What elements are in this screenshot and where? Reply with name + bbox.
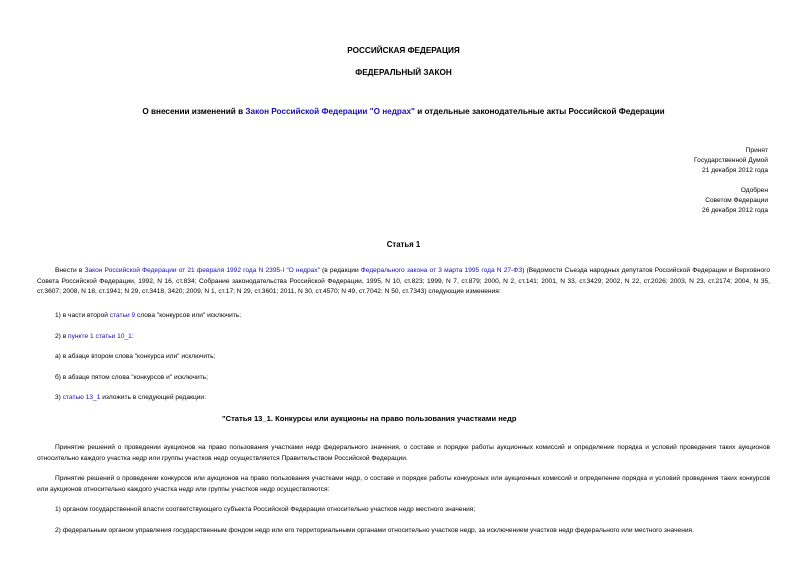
item-3-suffix: изложить в следующей редакции: [100,394,206,401]
adoption-line-1: Принят [745,147,768,154]
item-3 [55,393,206,403]
item-1 [55,311,241,321]
intro-law-link[interactable]: Закон Российской Федерации от 21 февраля 1992 года N 2395-I "О недрах" [84,267,320,274]
paragraph-2: Принятие решений о проведении конкурсов или аукционов на право пользования участками недр, о составе и порядке работы конкурсных или аукционных комиссий и определение порядка и условий проведения таких конкурсов или аукционов относительно каждого участка недр или группы участков недр осуществляются: [37,475,770,493]
item-1-link[interactable]: статьи 9 [109,312,136,319]
subitem-1: 1) органом государственной власти соответствующего субъекта Российской Федерации относительно участков недр местного значения; [55,506,476,513]
intro-middle: (в редакции [319,267,361,274]
paragraph-1: Принятие решений о проведении аукционов на право пользования участками недр федерального значения, о составе и порядке работы аукционных комиссий и определение порядка и условий проведения таких аукционов относительно каждого участка недр или группы участков недр осуществляется Правительством Российской Федерации. [37,444,770,462]
article-1-intro [37,266,770,298]
item-2-link[interactable]: пункте 1 статьи 10_1 [68,333,132,340]
approval-line-2: Советом Федерации [705,197,768,204]
item-2-suffix: : [131,333,134,340]
subitem-2: 2) федеральным органом управления государственным фондом недр или его территориальными органами относительно участков недр, за исключением участков недр федерального или местного значения. [55,527,694,534]
intro-prefix: Внести в [55,267,85,274]
law-title-link[interactable]: Закон Российской Федерации "О недрах" [245,107,415,116]
item-3-link[interactable]: статью 13_1 [62,394,101,401]
item-1-prefix: 1) в части второй [55,312,110,319]
intro-suffix: ) (Ведомости Съезда народных депутатов Российской Федерации и Верховного Совета Российской Федерации, 1992, N 16, ст.834; Собрание законодательства Российской Федерации, 1995, N 10, ст.823; 1999, N 7, ст.879; 2000, N 2, ст.141; 2001, N 33, ст.3429; 2002, N 22, ст.2026; 2003, N 23, ст.2174; 2004, N 35, ст.3607; 2008, N 18, ст.1941; N 29, ст.3418, 3420; 2009, N 1, ст.17; N 29, ст.3601; 2011, N 30, ст.4570; N 49, ст.7042; N 50, ст.7343) следующие изменения: [37,267,771,295]
law-title-prefix: О внесении изменений в [142,107,246,116]
doc-type-heading: ФЕДЕРАЛЬНЫЙ ЗАКОН [355,68,452,77]
adoption-line-3: 21 декабря 2012 года [702,167,768,174]
item-2-prefix: 2) в [55,333,69,340]
law-title-suffix: и отдельные законодательные акты Российской Федерации [414,107,665,116]
approval-line-3: 26 декабря 2012 года [702,207,768,214]
article-1-heading: Статья 1 [386,240,421,249]
item-1-suffix: слова "конкурсов или" исключить; [135,312,242,319]
adoption-block [694,146,768,176]
item-2a: а) в абзаце втором слова "конкурса или" исключить; [55,353,216,360]
intro-amendment-link[interactable]: Федерального закона от 3 марта 1995 года N 27-ФЗ [360,267,523,274]
country-heading: РОССИЙСКАЯ ФЕДЕРАЦИЯ [347,46,460,55]
approval-block [702,186,768,216]
approval-line-1: Одобрен [740,187,768,194]
item-3-prefix: 3) [55,394,63,401]
new-article-heading: "Статья 13_1. Конкурсы или аукционы на право пользования участками недр [222,414,517,423]
adoption-line-2: Государственной Думой [694,157,768,164]
law-title [0,107,807,116]
item-2b: б) в абзаце пятом слова "конкурсов и" исключить; [55,374,208,381]
item-2 [55,332,134,342]
